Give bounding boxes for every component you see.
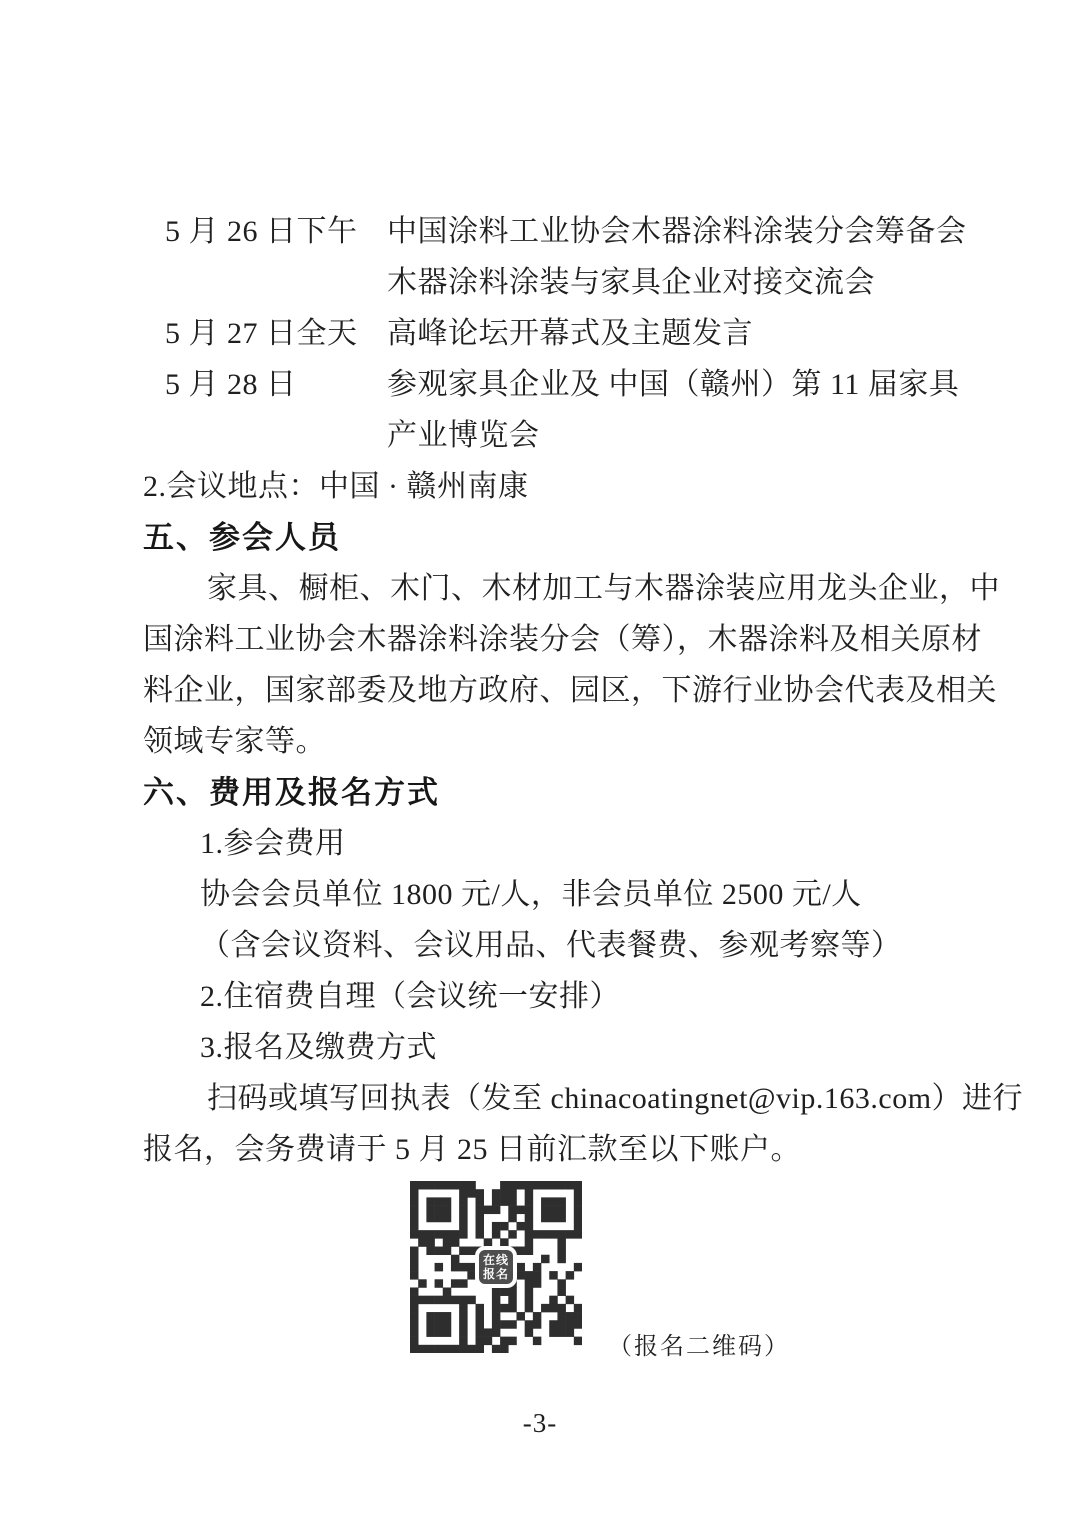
schedule-event-line: 高峰论坛开幕式及主题发言 — [387, 317, 753, 350]
schedule-table — [143, 206, 990, 461]
schedule-event-line: 参观家具企业及 中国（赣州）第 11 届家具 — [387, 368, 960, 401]
participants-paragraph — [143, 563, 1000, 767]
qr-label-line: 在线 — [482, 1253, 510, 1267]
schedule-event-line: 木器涂料涂装与家具企业对接交流会 — [387, 266, 875, 299]
qr-label-line: 报名 — [482, 1267, 510, 1281]
paragraph-line: 领域专家等。 — [143, 725, 326, 758]
fee-item-line: 3.报名及缴费方式 — [200, 1031, 437, 1064]
fees-heading: 六、费用及报名方式 — [143, 775, 440, 810]
fee-item-line: 协会会员单位 1800 元/人，非会员单位 2500 元/人 — [200, 878, 862, 911]
fees-list — [143, 818, 990, 1073]
schedule-row — [165, 206, 990, 308]
participants-heading: 五、参会人员 — [143, 520, 341, 555]
qr-caption: （报名二维码） — [608, 1334, 790, 1360]
schedule-event-line: 中国涂料工业协会木器涂料涂装分会筹备会 — [387, 215, 967, 248]
fee-item-line: （含会议资料、会议用品、代表餐费、参观考察等） — [200, 929, 902, 962]
schedule-date: 5 月 26 日下午 — [165, 215, 358, 248]
qr-code — [410, 1181, 582, 1353]
schedule-row — [165, 308, 990, 359]
fee-item-line: 1.参会费用 — [200, 827, 346, 860]
qr-block — [410, 1175, 990, 1360]
meeting-location-line: 2.会议地点：中国 · 赣州南康 — [143, 470, 529, 503]
schedule-events — [387, 359, 990, 461]
paragraph-line: 家具、橱柜、木门、木材加工与木器涂装应用龙头企业，中 — [143, 572, 1000, 605]
page-number: -3- — [522, 1408, 558, 1438]
signup-line: 报名，会务费请于 5 月 25 日前汇款至以下账户。 — [143, 1133, 801, 1166]
schedule-row — [165, 359, 990, 461]
schedule-events — [387, 308, 990, 359]
schedule-date: 5 月 28 日 — [165, 368, 297, 401]
schedule-event-line: 产业博览会 — [387, 419, 540, 452]
signup-paragraph — [143, 1073, 1024, 1175]
schedule-date: 5 月 27 日全天 — [165, 317, 358, 350]
signup-line: 扫码或填写回执表（发至 chinacoatingnet@vip.163.com）进行 — [143, 1082, 1024, 1115]
paragraph-line: 料企业，国家部委及地方政府、园区，下游行业协会代表及相关 — [143, 674, 997, 707]
paragraph-line: 国涂料工业协会木器涂料涂装分会（筹），木器涂料及相关原材 — [143, 623, 982, 656]
fee-item-line: 2.住宿费自理（会议统一安排） — [200, 980, 620, 1013]
schedule-events — [387, 206, 990, 308]
qr-center-label — [479, 1250, 513, 1284]
